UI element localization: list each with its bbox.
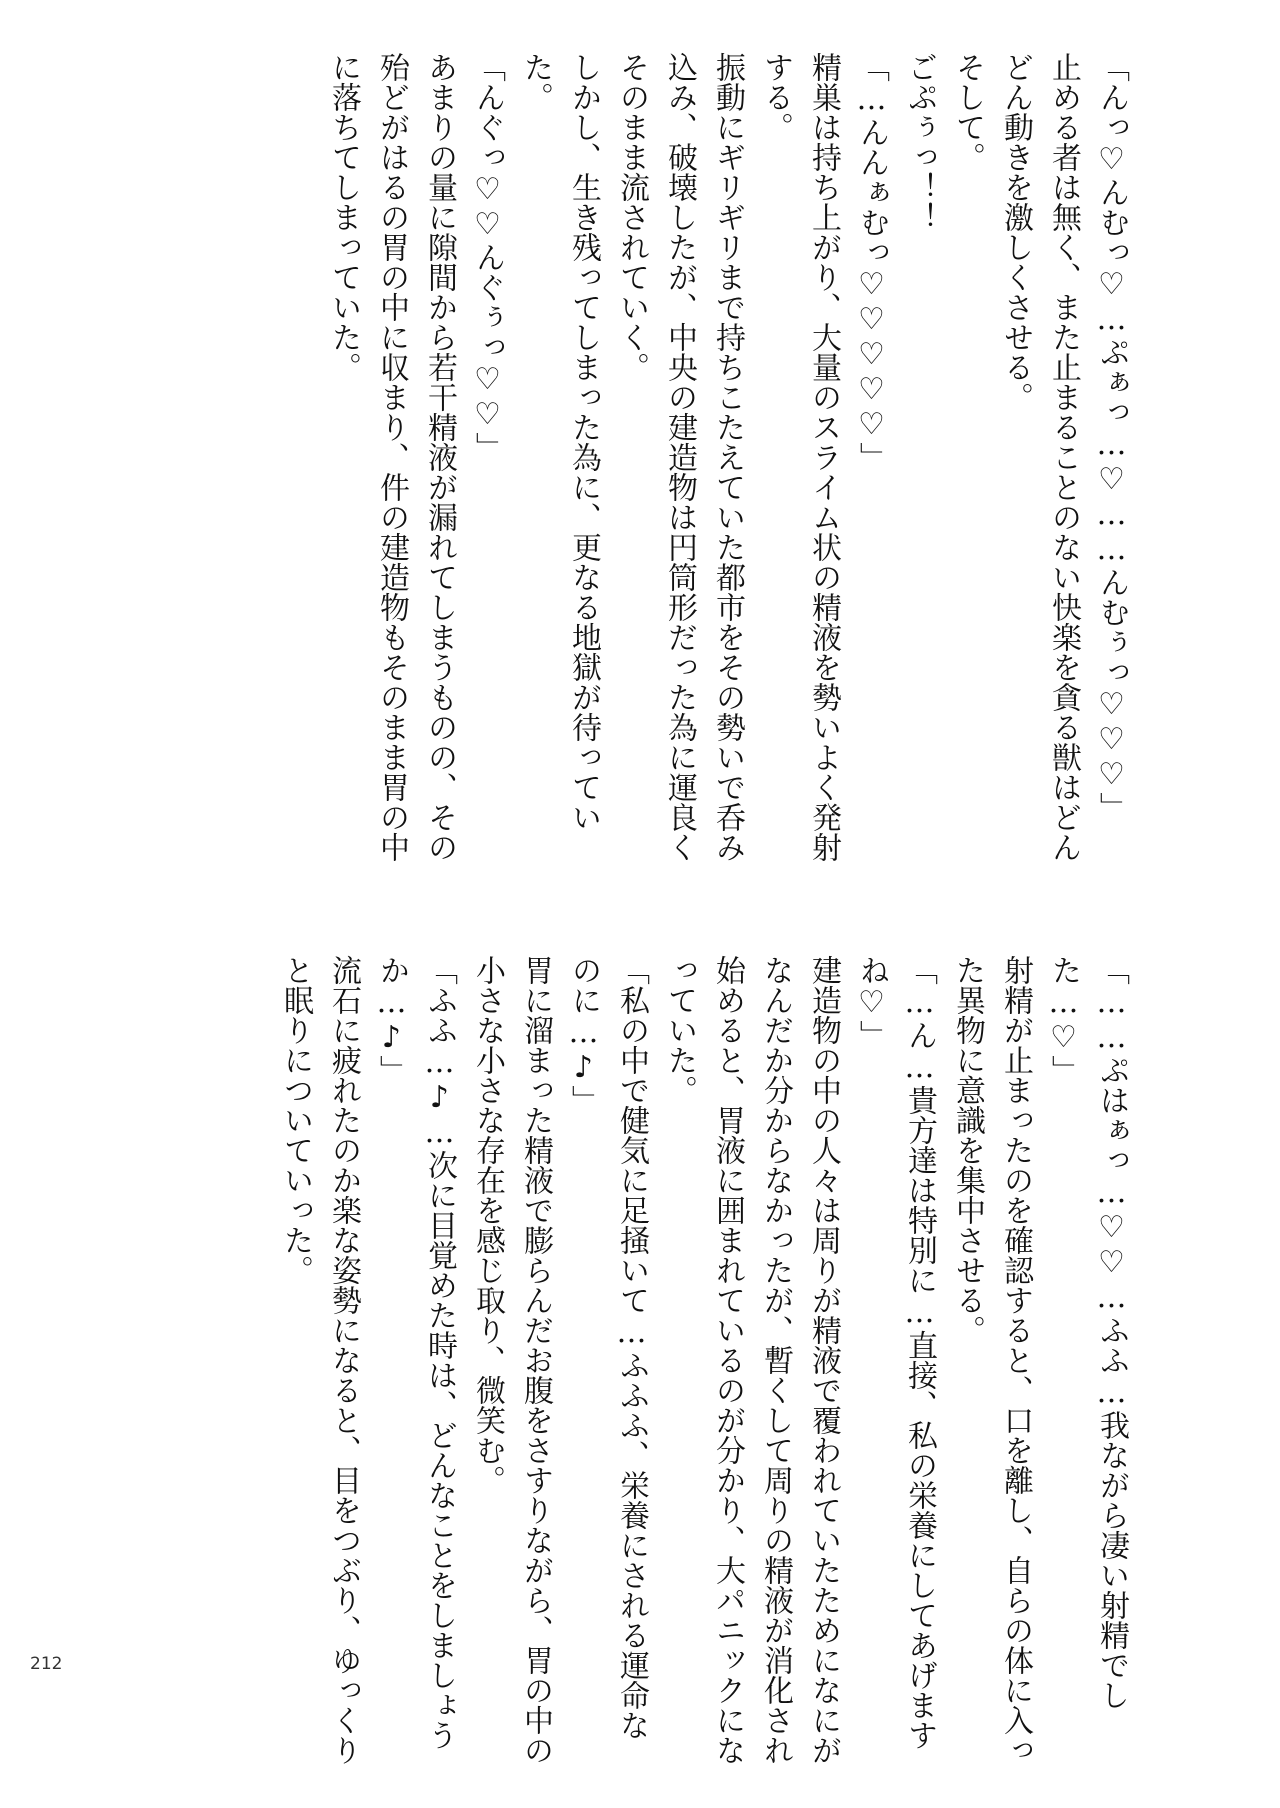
top-text-section: 「んっ♡んむっ♡…ぷぁっ…♡……んむぅっ♡♡♡」 止める者は無く、また止まることのない快楽を貪る獣はどんどん動きを激しくさせる。 そして。 ごぷぅっ！！ 「…んんぁむっ♡♡♡♡♡」 精巣は持ち上がり、大量のスライム状の精液を勢いよく発射する。 振動にギリギリまで持ちこたえていた都市をその勢いで呑み込み、破壊したが、中央の建造物は円筒形だった為に運良くそのまま流されていく。 しかし、生き残ってしまった為に、更なる地獄が待っていた。 「んぐっ♡♡んぐぅっ♡♡」 あまりの量に隙間から若干精液が漏れてしまうものの、その殆どがはるの胃の中に収まり、件の建造物もそのまま胃の中に落ちてしまっていた。 [326,52,1129,862]
bottom-text-section: 「……ぷはぁっ…♡♡…ふふ…我ながら凄い射精でした…♡」 射精が止まったのを確認すると、口を離し、自らの体に入った異物に意識を集中させる。 「…ん…貴方達は特別に…直接、私の栄養にしてあげますね♡」 建造物の中の人々は周りが精液で覆われていたためになにがなんだか分からなかったが、暫くして周りの精液が消化され始めると、胃液に囲まれているのが分かり、大パニックになっていた。 「私の中で健気に足掻いて…ふふふ、栄養にされる運命なのに…♪」 胃に溜まった精液で膨らんだお腹をさすりながら、胃の中の小さな小さな存在を感じ取り、微笑む。 「ふふ…♪…次に目覚めた時は、どんなことをしましょうか…♪」 流石に疲れたのか楽な姿勢になると、目をつぶり、ゆっくりと眠りについていった。 [278,955,1129,1765]
page-number: 212 [30,1654,63,1674]
